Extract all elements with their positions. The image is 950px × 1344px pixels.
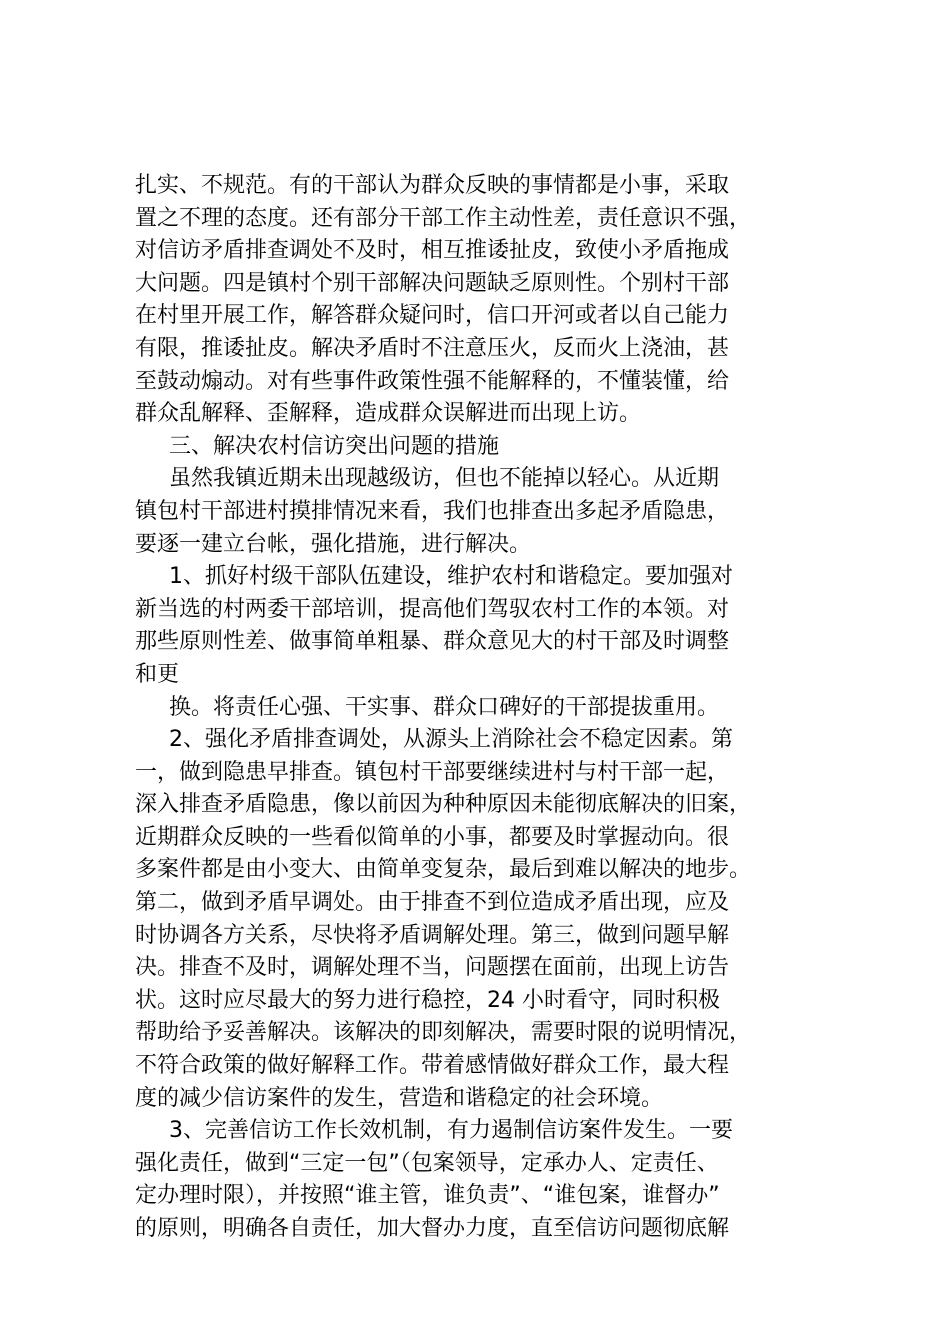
text-line: 镇包村干部进村摸排情况来看，我们也排查出多起矛盾隐患， [135, 498, 730, 524]
text-line: 在村里开展工作，解答群众疑问时，信口开河或者以自己能力 [135, 303, 730, 329]
text-line: 第二，做到矛盾早调处。由于排查不到位造成矛盾出现，应及 [135, 890, 730, 916]
text-line: 大问题。四是镇村个别干部解决问题缺乏原则性。个别村干部 [135, 270, 730, 296]
text-line: 换。将责任心强、干实事、群众口碑好的干部提拔重用。 [169, 694, 720, 720]
text-line: 那些原则性差、做事简单粗暴、群众意见大的村干部及时调整 [135, 629, 730, 655]
text-line: 不符合政策的做好解释工作。带着感情做好群众工作，最大程 [135, 1053, 730, 1079]
text-line: 群众乱解释、歪解释，造成群众误解进而出现上访。 [135, 401, 642, 427]
text-line: 时协调各方关系，尽快将矛盾调解处理。第三，做到问题早解 [135, 922, 730, 948]
section-heading: 三、解决农村信访突出问题的措施 [169, 433, 500, 459]
text-line: 至鼓动煽动。对有些事件政策性强不能解释的，不懂装懂，给 [135, 368, 730, 394]
text-line: 1、抓好村级干部队伍建设，维护农村和谐稳定。要加强对 [169, 564, 733, 590]
text-line: 有限，推诿扯皮。解决矛盾时不注意压火，反而火上浇油，甚 [135, 335, 730, 361]
text-line: 置之不理的态度。还有部分干部工作主动性差，责任意识不强， [135, 205, 752, 231]
text-line: 对信访矛盾排查调处不及时，相互推诿扯皮，致使小矛盾拖成 [135, 238, 730, 264]
text-line: 要逐一建立台帐，强化措施，进行解决。 [135, 531, 532, 557]
text-line: 扎实、不规范。有的干部认为群众反映的事情都是小事，采取 [135, 173, 730, 198]
text-line: 状。这时应尽最大的努力进行稳控，24 小时看守，同时积极 [135, 987, 720, 1013]
text-line: 多案件都是由小变大、由简单变复杂，最后到难以解决的地步。 [135, 857, 752, 883]
text-line: 2、强化矛盾排查调处，从源头上消除社会不稳定因素。第 [169, 727, 733, 753]
body-text [135, 170, 835, 1246]
text-line: 定办理时限），并按照“谁主管，谁负责”、“谁包案，谁督办” [135, 1183, 720, 1209]
text-line: 度的减少信访案件的发生，营造和谐稳定的社会环境。 [135, 1085, 664, 1111]
text-line: 帮助给予妥善解决。该解决的即刻解决，需要时限的说明情况， [135, 1020, 752, 1046]
text-line: 3、完善信访工作长效机制，有力遏制信访案件发生。一要 [169, 1118, 733, 1144]
text-line: 和更 [135, 661, 180, 687]
text-line: 虽然我镇近期未出现越级访，但也不能掉以轻心。从近期 [169, 466, 720, 492]
text-line: 决。排查不及时，调解处理不当，问题摆在面前，出现上访告 [135, 955, 730, 981]
text-line: 强化责任，做到“三定一包”（包案领导，定承办人、定责任、 [135, 1150, 719, 1176]
text-line: 的原则，明确各自责任，加大督办力度，直至信访问题彻底解 [135, 1216, 730, 1241]
text-line: 一，做到隐患早排查。镇包村干部要继续进村与村干部一起， [135, 759, 730, 785]
text-line: 新当选的村两委干部培训，提高他们驾驭农村工作的本领。对 [135, 596, 730, 622]
text-line: 深入排查矛盾隐患，像以前因为种种原因未能彻底解决的旧案， [135, 792, 752, 818]
text-line: 近期群众反映的一些看似简单的小事，都要及时掌握动向。很 [135, 824, 730, 850]
